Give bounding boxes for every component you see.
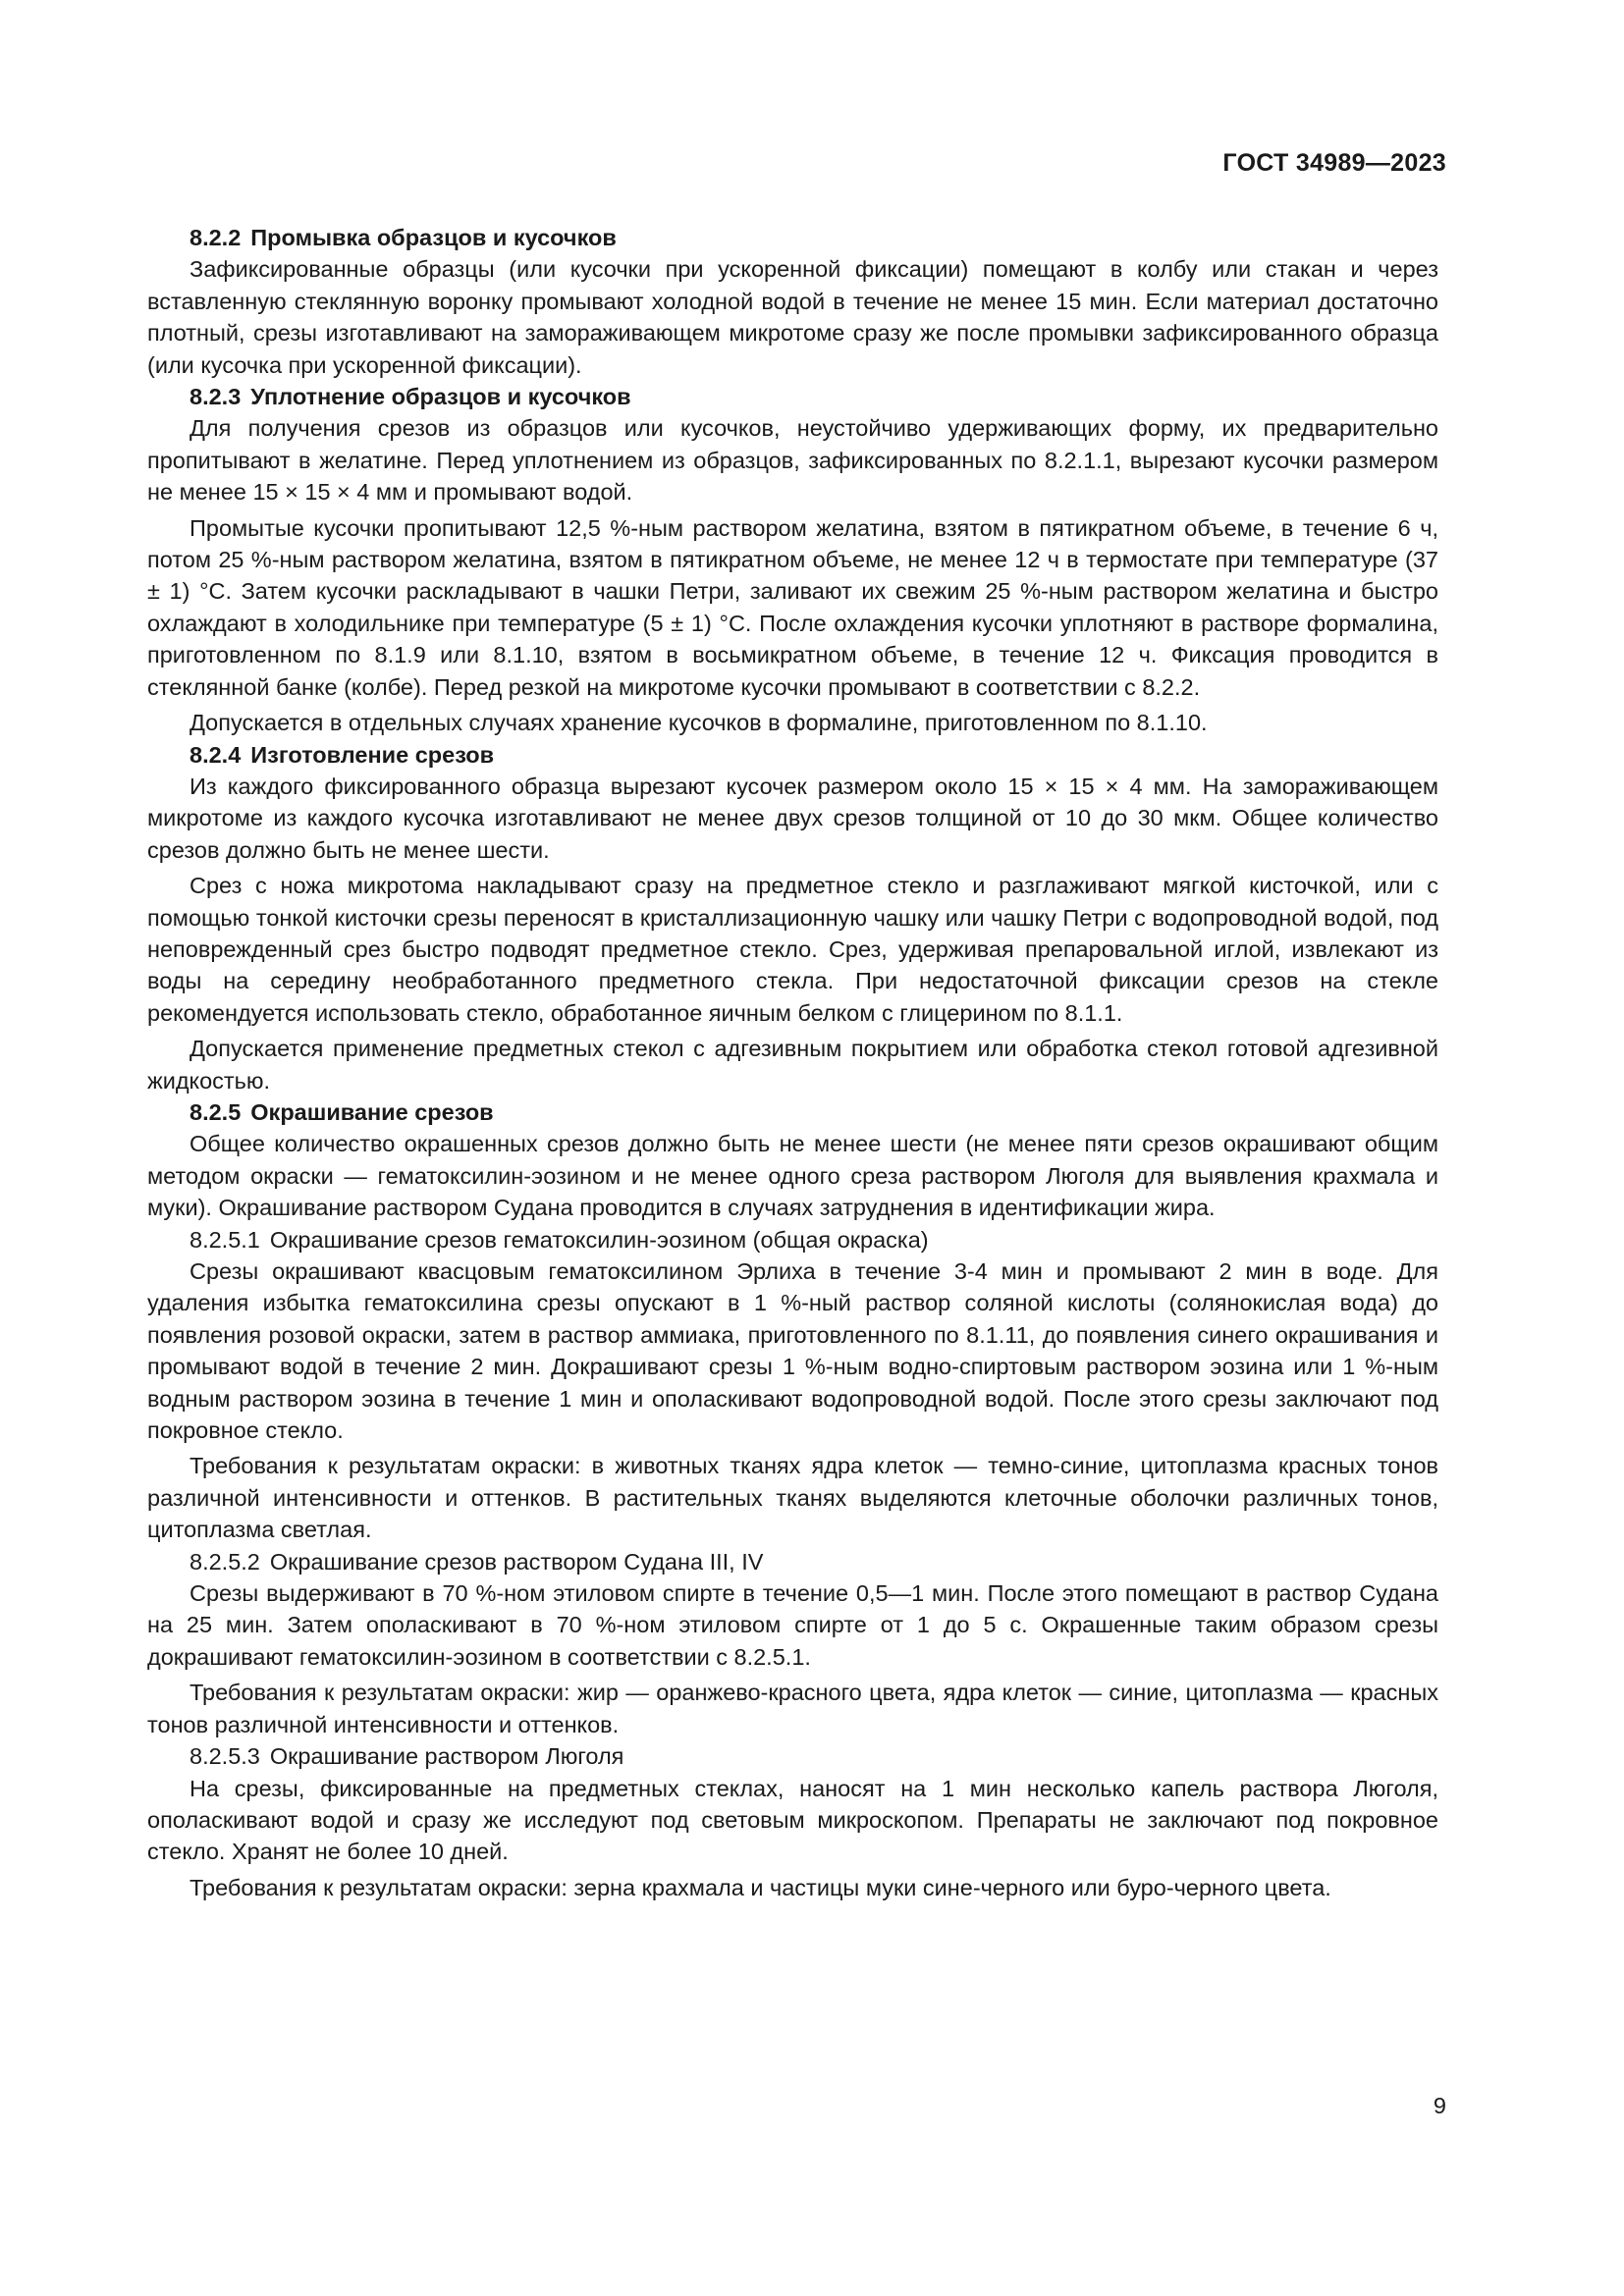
paragraph: Из каждого фиксированного образца вырезают кусочек размером около 15 × 15 × 4 мм. На замораживающем микротоме из каждого кусочка изготавливают не менее двух срезов толщиной от 10 до 30 мкм. Общее количество срезов должно быть не менее шести. [147, 773, 1438, 863]
paragraph: На срезы, фиксированные на предметных стеклах, наносят на 1 мин несколько капель раствора Люголя, ополаскивают водой и сразу же исследуют под световым микроскопом. Препараты не заключают под покровное стекло. Хранят не более 10 дней. [147, 1775, 1438, 1865]
paragraph: Промытые кусочки пропитывают 12,5 %-ным раствором желатина, взятом в пятикратном объеме, в течение 6 ч, потом 25 %-ным раствором желатина, взятом в пятикратном объеме, не менее 12 ч в термостате при температуре (37 ± 1) °С. Затем кусочки раскладывают в чашки Петри, заливают их свежим 25 %-ным раствором желатина и быстро охлаждают в холодильнике при температуре (5 ± 1) °С. После охлаждения кусочки уплотняют в растворе формалина, приготовленном по 8.1.9 или 8.1.10, взятом в восьмикратном объеме, в течение 12 ч. Фиксация проводится в стеклянной банке (колбе). Перед резкой на микротоме кусочки промывают в соответствии с 8.2.2. [147, 514, 1438, 700]
paragraph: Требования к результатам окраски: в животных тканях ядра клеток — темно-синие, цитоплазма красных тонов различной интенсивности и оттенков. В растительных тканях выделяются клеточные оболочки различных тонов, цитоплазма светлая. [147, 1453, 1438, 1543]
paragraph: Срезы окрашивают квасцовым гематоксилином Эрлиха в течение 3-4 мин и промывают 2 мин в воде. Для удаления избытка гематоксилина срезы опускают в 1 %-ный раствор соляной кислоты (солянокислая вода) до появления розовой окраски, затем в раствор аммиака, приготовленного по 8.1.11, до появления синего окрашивания и промывают водой в течение 2 мин. Докрашивают срезы 1 %-ным водно-спиртовым раствором эозина или 1 %-ным водным раствором эозина в течение 1 мин и ополаскивают водопроводной водой. После этого срезы заключают под покровное стекло. [147, 1258, 1438, 1444]
paragraph: Общее количество окрашенных срезов должно быть не менее шести (не менее пяти срезов окрашивают общим методом окраски — гематоксилин-эозином и не менее одного среза раствором Люголя для выявления крахмала и муки). Окрашивание раствором Судана проводится в случаях затруднения в идентификации жира. [147, 1131, 1438, 1221]
section-heading-8-2-3: 8.2.3 Уплотнение образцов и кусочков [189, 384, 631, 410]
document-body [147, 222, 1438, 1903]
section-heading-8-2-5: 8.2.5 Окрашивание срезов [189, 1098, 494, 1125]
section-heading-8-2-2: 8.2.2 Промывка образцов и кусочков [189, 225, 617, 250]
paragraph: Требования к результатам окраски: зерна крахмала и частицы муки сине-черного или буро-черного цвета. [189, 1874, 1331, 1900]
subsection-heading-8-2-5-1: 8.2.5.1 Окрашивание срезов гематоксилин-эозином (общая окраска) [189, 1226, 929, 1253]
subsection-heading-8-2-5-3: 8.2.5.3 Окрашивание раствором Люголя [189, 1743, 624, 1770]
page-number: 9 [1433, 2093, 1446, 2118]
document-id-header: ГОСТ 34989—2023 [1222, 149, 1446, 177]
paragraph: Зафиксированные образцы (или кусочки при ускоренной фиксации) помещают в колбу или стакан и через вставленную стеклянную воронку промывают холодной водой в течение не менее 15 мин. Если материал достаточно плотный, срезы изготавливают на замораживающем микротоме сразу же после промывки зафиксированного образца (или кусочка при ускоренной фиксации). [147, 256, 1438, 378]
paragraph: Срезы выдерживают в 70 %-ном этиловом спирте в течение 0,5—1 мин. После этого помещают в раствор Судана на 25 мин. Затем ополаскивают в 70 %-ном этиловом спирте от 1 до 5 с. Окрашенные таким образом срезы докрашивают гематоксилин-эозином в соответствии с 8.2.5.1. [147, 1580, 1438, 1670]
subsection-heading-8-2-5-2: 8.2.5.2 Окрашивание срезов раствором Судана III, IV [189, 1548, 764, 1575]
paragraph: Срез с ножа микротома накладывают сразу на предметное стекло и разглаживают мягкой кисточкой, или с помощью тонкой кисточки срезы переносят в кристаллизационную чашку или чашку Петри с водопроводной водой, под неповрежденный срез быстро подводят предметное стекло. Срез, удерживая препаровальной иглой, извлекают из воды на середину необработанного предметного стекла. При недостаточной фиксации срезов на стекле рекомендуется использовать стекло, обработанное яичным белком с глицерином по 8.1.1. [147, 873, 1438, 1026]
section-heading-8-2-4: 8.2.4 Изготовление срезов [189, 741, 495, 768]
paragraph: Допускается применение предметных стекол с адгезивным покрытием или обработка стекол готовой адгезивной жидкостью. [147, 1036, 1438, 1094]
paragraph: Для получения срезов из образцов или кусочков, неустойчиво удерживающих форму, их предварительно пропитывают в желатине. Перед уплотнением из образцов, зафиксированных по 8.2.1.1, вырезают кусочки размером не менее 15 × 15 × 4 мм и промывают водой. [147, 415, 1438, 506]
paragraph: Требования к результатам окраски: жир — оранжево-красного цвета, ядра клеток — синие, цитоплазма — красных тонов различной интенсивности и оттенков. [147, 1680, 1438, 1737]
paragraph: Допускается в отдельных случаях хранение кусочков в формалине, приготовленном по 8.1.10. [189, 710, 1208, 736]
